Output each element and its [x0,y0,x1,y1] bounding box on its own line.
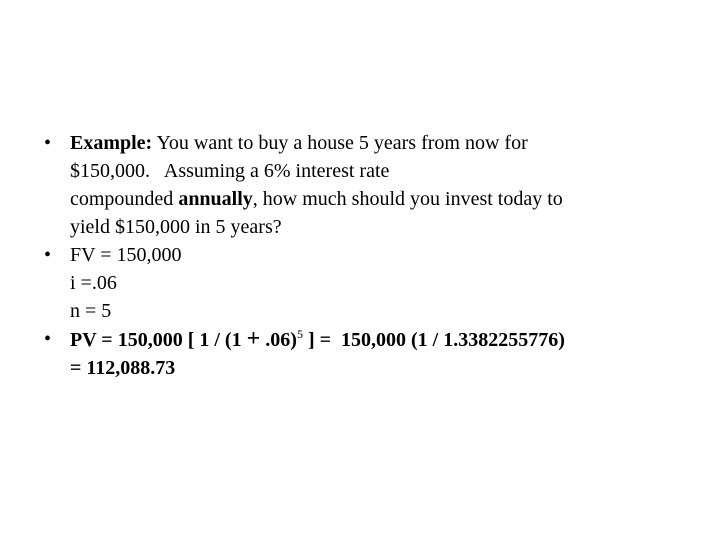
emphasis-annually: annually [178,188,253,210]
example-text-1: You want to buy a house 5 years from now for [156,132,528,154]
example-text-3b: , how much should you invest today to [252,188,563,210]
example-line-3 [70,185,704,213]
example-label: Example: [70,132,153,154]
pv-result-value: = 112,088.73 [70,357,176,379]
given-fv: FV = 150,000 [70,244,182,266]
example-line-4: yield $150,000 in 5 years? [70,216,282,238]
pv-formula [70,325,704,354]
example-line-1 [70,129,704,157]
bullet-example [44,129,704,241]
plus-sign: + [246,326,261,352]
pv-part-1: PV = 150,000 [ 1 / (1 [70,329,247,351]
bullet-marker: • [44,244,52,266]
pv-exponent: 5 [296,327,303,341]
bullet-marker: • [44,132,52,154]
given-n: n = 5 [70,300,112,322]
given-i: i =.06 [70,272,117,294]
pv-part-3: ] = 150,000 (1 / 1.3382255776) [302,329,565,351]
pv-result [70,354,704,382]
bullet-givens [44,241,704,325]
bullet-pv [44,325,704,382]
bullet-list [44,129,704,382]
pv-part-2: .06) [260,329,297,351]
example-text-3a: compounded [70,188,179,210]
example-line-2: $150,000. Assuming a 6% interest rate [70,160,390,182]
bullet-marker: • [44,328,52,350]
